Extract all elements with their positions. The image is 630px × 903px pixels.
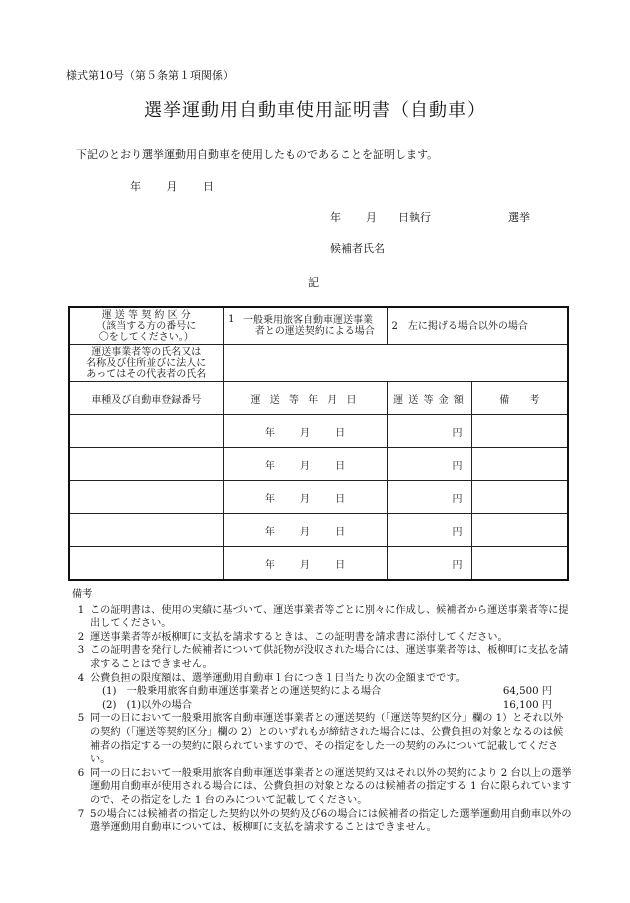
form-number: 様式第10号（第５条第１項関係） xyxy=(66,69,234,82)
option1-line: 者との運送契約による場合 xyxy=(254,326,375,337)
remarks-field[interactable] xyxy=(471,547,568,581)
exec-day: 日執行 xyxy=(398,211,431,224)
date-field[interactable]: 年 月 日 xyxy=(223,547,387,581)
note-number: 5 xyxy=(77,713,85,725)
vehicle-field[interactable] xyxy=(69,514,223,547)
option1-text[interactable] xyxy=(239,307,387,345)
option2-text[interactable]: 2 左に掲げる場合以外の場合 xyxy=(387,307,568,345)
note-item xyxy=(72,644,572,671)
date-field[interactable]: 年 月 日 xyxy=(223,415,387,448)
limit-label: (1) 一般乗用旅客自動車運送事業者との運送契約による場合 xyxy=(102,686,382,698)
contract-category-label xyxy=(69,307,223,345)
remarks-field[interactable] xyxy=(471,481,568,514)
vehicle-field[interactable] xyxy=(69,547,223,581)
limit-amount: 16,100 円 xyxy=(502,699,552,711)
remarks-field[interactable] xyxy=(471,514,568,547)
execution-date xyxy=(330,209,431,225)
option1-number[interactable]: 1 xyxy=(223,307,239,345)
election-label: 選挙 xyxy=(508,211,530,224)
note-number: 6 xyxy=(77,767,85,779)
table-row xyxy=(69,547,568,581)
note-item xyxy=(72,672,572,686)
limit-label: (2) (1)以外の場合 xyxy=(102,699,192,711)
certificate-table xyxy=(68,306,569,581)
date-field[interactable]: 年 月 日 xyxy=(223,514,387,547)
contract-label-line: 運 送 等 契 約 区 分 xyxy=(101,309,191,321)
note-item xyxy=(72,712,572,766)
notes-heading: 備考 xyxy=(72,589,93,600)
note-text: 公費負担の限度額は、選挙運動用自動車１台につき１日当たり次の金額までです。 xyxy=(90,672,466,684)
date-field[interactable]: 年 月 日 xyxy=(223,481,387,514)
note-number: 2 xyxy=(77,631,85,643)
operator-row xyxy=(69,345,568,382)
note-item xyxy=(72,604,572,631)
operator-label-line: 運送事業者等の氏名又は xyxy=(91,346,202,358)
exec-year: 年 xyxy=(330,211,341,224)
header-row xyxy=(69,382,568,415)
note-text: 5の場合には候補者の指定した契約以外の契約及び6の場合には候補者の指定した選挙運動用自動車以外の選挙運動用自動車については、板柳町に支払を請求することはできません。 xyxy=(90,808,572,834)
limit-amount: 64,500 円 xyxy=(502,686,552,698)
contract-label-line: （該当する方の番号に xyxy=(96,320,197,332)
option1-line: 一般乗用旅客自動車運送事業 xyxy=(243,315,373,326)
contract-row xyxy=(69,307,568,345)
ki-heading: 記 xyxy=(308,276,319,289)
date-field[interactable]: 年 月 日 xyxy=(223,448,387,481)
note-number: 7 xyxy=(77,808,85,820)
note-number: 4 xyxy=(77,672,85,684)
table-row xyxy=(69,481,568,514)
exec-month: 月 xyxy=(366,211,377,224)
vehicle-field[interactable] xyxy=(69,481,223,514)
candidate-name-label: 候補者氏名 xyxy=(330,242,385,255)
note-text: 運送事業者等が板柳町に支払を請求するときは、この証明書を請求書に添付してください。 xyxy=(90,631,508,643)
table-row xyxy=(69,448,568,481)
remarks-field[interactable] xyxy=(471,415,568,448)
note-text: この証明書を発行した候補者について供託物が没収された場合には、運送事業者等は、板柳町に支払を請求することはできません。 xyxy=(90,645,569,670)
operator-name-label xyxy=(69,345,223,382)
note-text: この証明書は、使用の実績に基づいて、運送事業者等ごとに別々に作成し、候補者から運送事業者等に提出してください。 xyxy=(90,604,569,630)
amount-field[interactable]: 円 xyxy=(387,514,471,547)
note-item xyxy=(72,808,572,835)
note-item xyxy=(72,631,572,645)
operator-label-line: あってはその代表者の氏名 xyxy=(86,368,207,380)
note-number: 1 xyxy=(77,604,85,616)
remarks-header: 備 考 xyxy=(471,382,568,415)
remarks-field[interactable] xyxy=(471,448,568,481)
contract-label-line: 〇をしてください。） xyxy=(98,331,194,343)
table-row xyxy=(69,514,568,547)
page-title: 選挙運動用自動車使用証明書（自動車） xyxy=(144,100,486,121)
note-number: 3 xyxy=(77,645,85,657)
table-row xyxy=(69,415,568,448)
intro-text: 下記のとおり選挙運動用自動車を使用したものであることを証明します。 xyxy=(76,148,439,161)
notes-section xyxy=(72,588,572,835)
note-text: 同一の日において一般乗用旅客自動車運送事業者との運送契約又はそれ以外の契約により 2 台以上の選挙運動用自動車が使用される場合には、公費負担の対象となるのは候補者の指定する 1 台に限られていますので、その指定をした 1 台のみについて記載してください。 xyxy=(90,767,572,806)
amount-field[interactable]: 円 xyxy=(387,448,471,481)
vehicle-field[interactable] xyxy=(69,415,223,448)
amount-field[interactable]: 円 xyxy=(387,481,471,514)
date-header: 運 送 等 年 月 日 xyxy=(223,382,387,415)
amount-field[interactable]: 円 xyxy=(387,547,471,581)
operator-name-field[interactable] xyxy=(223,345,568,382)
vehicle-header: 車種及び自動車登録番号 xyxy=(69,382,223,415)
limit-item xyxy=(72,685,572,699)
limit-item xyxy=(72,699,572,713)
certification-date: 年 月 日 xyxy=(130,180,214,193)
amount-field[interactable]: 円 xyxy=(387,415,471,448)
note-item xyxy=(72,767,572,808)
operator-label-line: 名称及び住所並びに法人に xyxy=(86,357,207,369)
vehicle-field[interactable] xyxy=(69,448,223,481)
amount-header: 運 送 等 金 額 xyxy=(387,382,471,415)
note-text: 同一の日において一般乗用旅客自動車運送事業者との運送契約（「運送等契約区分」欄の 1）とそれ以外の契約（「運送等契約区分」欄の 2）とのいずれもが締結された場合には、公費負担の対象となるのは候補者の指定する一の契約に限られていますので、その指定をした一の契約のみについて記載してください。 xyxy=(90,713,564,766)
